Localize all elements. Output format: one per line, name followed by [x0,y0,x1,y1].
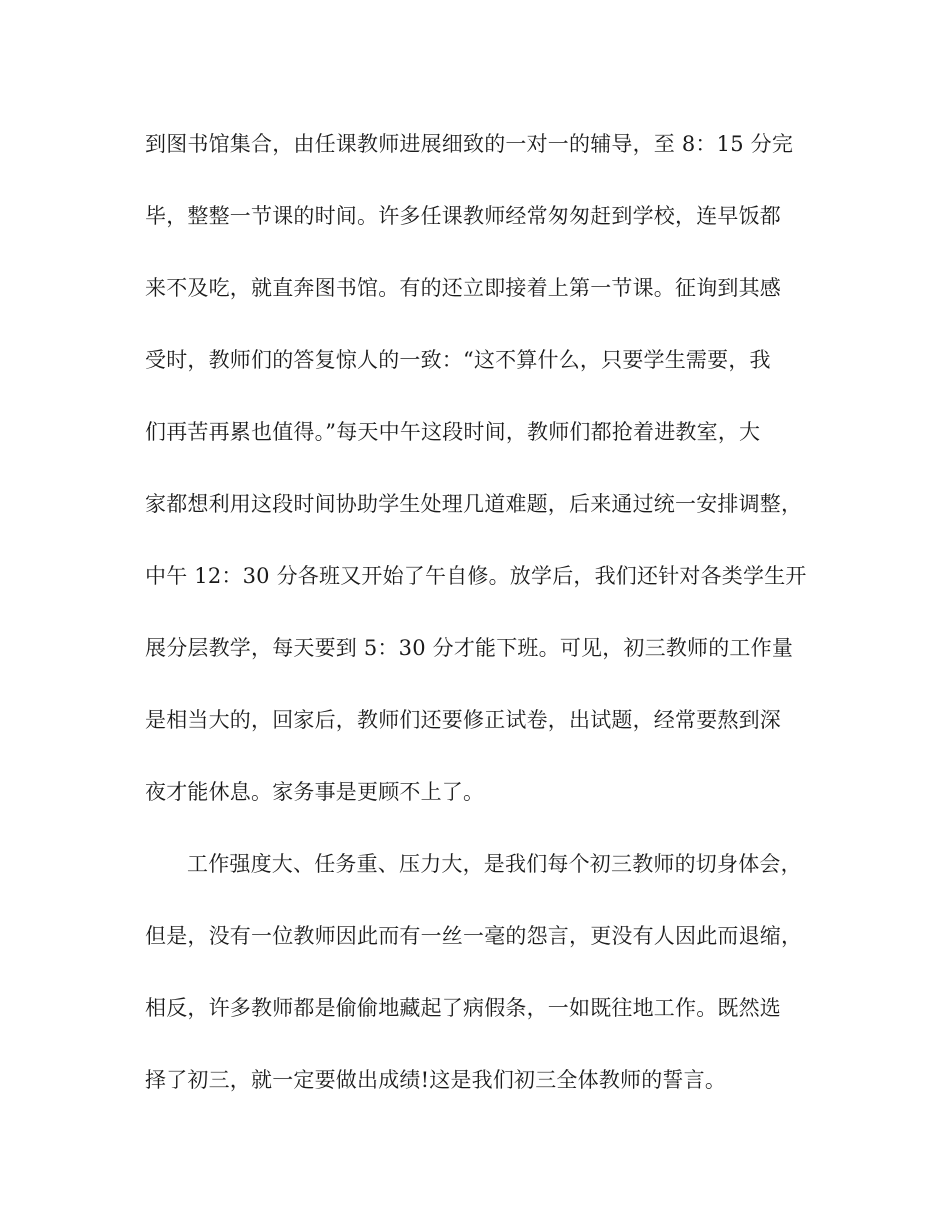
text-line: 家都想利用这段时间协助学生处理几道难题，后来通过统一安排调整， [145,492,803,516]
text-line: 来不及吃，就直奔图书馆。有的还立即接着上第一节课。征询到其感 [145,276,781,300]
text-line: 中午 12：30 分各班又开始了午自修。放学后，我们还针对各类学生开 [145,564,807,588]
text-line: 展分层教学，每天要到 5：30 分才能下班。可见，初三教师的工作量 [145,636,794,660]
text-line: 们再苦再累也值得。”每天中午这段时间，教师们都抢着进教室，大 [145,420,761,444]
text-line: 到图书馆集合，由任课教师进展细致的一对一的辅导，至 8：15 分完 [145,132,794,156]
text-line: 相反，许多教师都是偷偷地藏起了病假条，一如既往地工作。既然选 [145,996,781,1020]
text-line: 择了初三，就一定要做出成绩!这是我们初三全体教师的誓言。 [145,1068,727,1092]
text-line: 但是，没有一位教师因此而有一丝一毫的怨言，更没有人因此而退缩， [145,924,803,948]
text-line: 受时，教师们的答复惊人的一致：“这不算什么，只要学生需要，我 [145,348,771,372]
text-line: 是相当大的，回家后，教师们还要修正试卷，出试题，经常要熬到深 [145,708,781,732]
text-line: 毕，整整一节课的时间。许多任课教师经常匆匆赶到学校，连早饭都 [145,204,781,228]
text-line: 夜才能休息。家务事是更顾不上了。 [145,780,485,804]
paragraph-first-line: 工作强度大、任务重、压力大，是我们每个初三教师的切身体会， [187,852,802,876]
